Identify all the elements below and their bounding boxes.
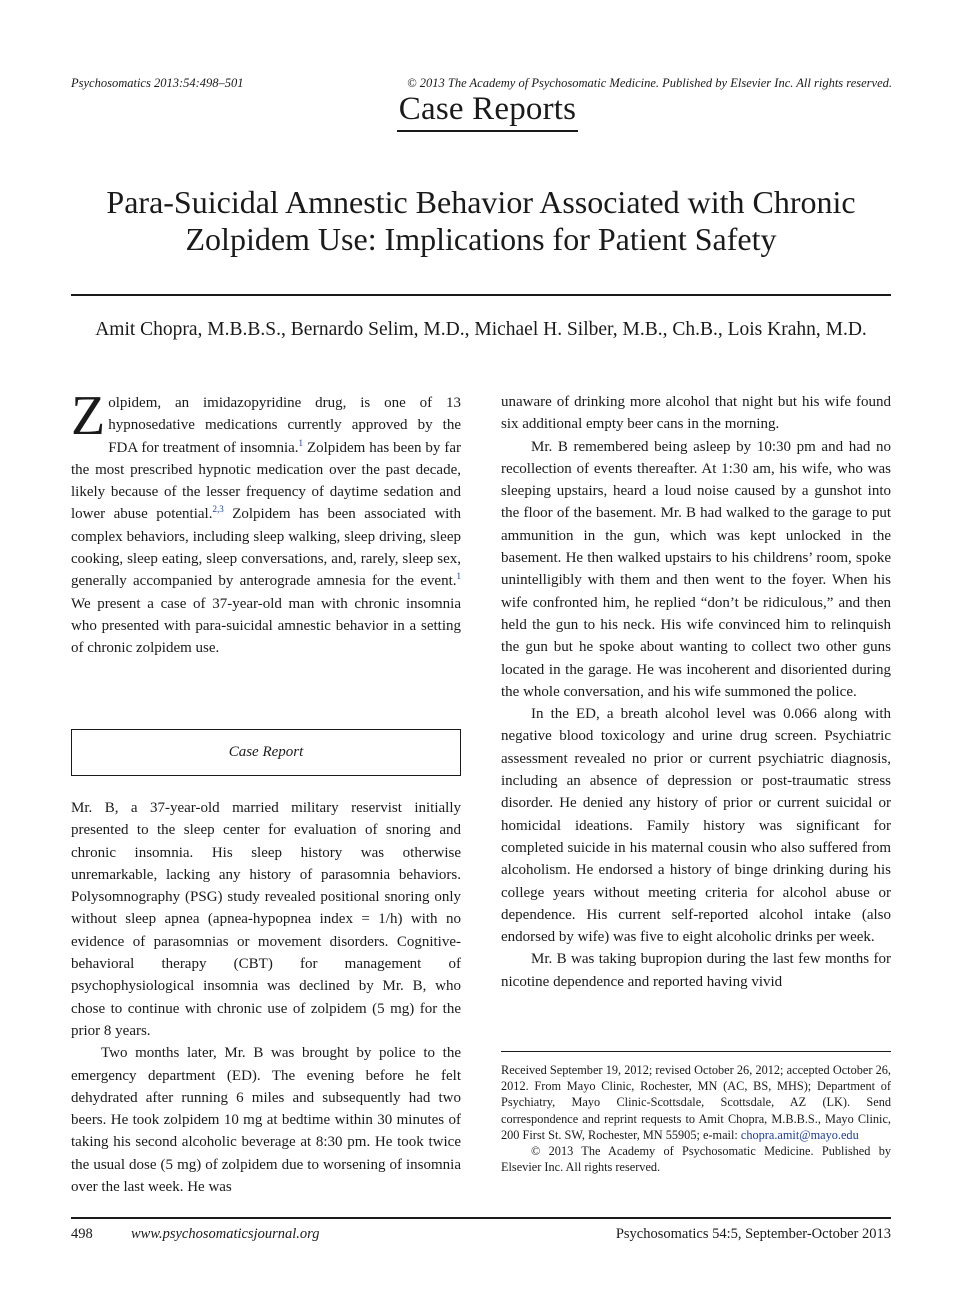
title-divider: [71, 294, 891, 296]
footnote-received: [501, 1062, 891, 1143]
intro-text-4: We present a case of 37-year-old man with chronic insomnia who presented with para-suicidal amnestic behavior in a setting of chronic zolpidem use.: [71, 595, 461, 657]
intro-text-2: Zolpidem has been by far the most prescribed hypnotic medication over the past decade, likely because of the lesser frequency of daytime sedation and lower abuse potential.: [71, 439, 461, 523]
footnote-divider: [501, 1051, 891, 1052]
case-report-text: [71, 797, 461, 1198]
drop-cap: Z: [71, 385, 106, 447]
right-column-text: [501, 391, 891, 993]
case-paragraph-2: Two months later, Mr. B was brought by police to the emergency department (ED). The evening before he felt dehydrated after running 6 miles and subsequently had two beers. He took zolpidem 10 mg at bedtime within 30 minutes of taking his second alcoholic beverage at 8:30 pm. He took twice the usual dose (5 mg) of zolpidem due to worsening of insomnia over the last week. He was: [71, 1045, 461, 1196]
introduction-text: [71, 385, 461, 660]
intro-paragraph: [71, 385, 461, 660]
footnote-received-text: Received September 19, 2012; revised October 26, 2012; accepted October 26, 2012. From Mayo Clinic, Rochester, MN (AC, BS, MHS); Department of Psychiatry, Mayo Clinic-Scottsdale, Scottsdale, AZ (LK). Send correspondence and reprint requests to Amit Chopra, M.B.B.S., Mayo Clinic, 200 First St. SW, Rochester, MN 55905; e-mail:: [501, 1063, 891, 1142]
case-report-heading-box: [71, 729, 461, 776]
footer-divider: [71, 1217, 891, 1219]
right-paragraph-3: In the ED, a breath alcohol level was 0.066 along with negative blood toxicology and urine drug screen. Psychiatric assessment revealed no prior or current psychiatric diagnosis, including an absence of depression or post-traumatic stress disorder. He denied any history of prior or current suicidal or homicidal ideations. Family history was significant for completed suicide in his maternal cousin who also suffered from alcoholism. He endorsed a history of binge drinking during his college years without meeting criteria for alcohol abuse or dependence. His current self-reported alcohol intake (also endorsed by wife) was five to eight alcoholic drinks per week.: [501, 706, 891, 946]
case-paragraph-1: Mr. B, a 37-year-old married military reservist initially presented to the sleep center for evaluation of snoring and chronic insomnia. His sleep history was otherwise unremarkable, lacking any history of parasomnia behaviors. Polysomnography (PSG) study revealed positional snoring only without sleep apnea (apnea-hypopnea index = 1/h) with no evidence of parasomnias or movement disorders. Cognitive-behavioral therapy (CBT) for management of psychophysiological insomnia was declined by Mr. B, who chose to continue with chronic use of zolpidem (5 mg) for the prior 8 years.: [71, 800, 461, 1039]
reference-link[interactable]: 1: [298, 437, 304, 448]
intro-text-3: Zolpidem has been associated with complex behaviors, including sleep walking, sleep driving, sleep cooking, sleep eating, sleep conversations, and, rarely, sleep sex, generally accompanied by anterograde amnesia for the event.: [71, 506, 461, 590]
journal-reference: Psychosomatics 2013:54:498–501: [71, 76, 244, 90]
footnote-copyright: © 2013 The Academy of Psychosomatic Medicine. Published by Elsevier Inc. All rights reserved.: [501, 1144, 891, 1175]
email-link[interactable]: chopra.amit@mayo.edu: [740, 1127, 859, 1142]
header-copyright: © 2013 The Academy of Psychosomatic Medicine. Published by Elsevier Inc. All rights reserved.: [407, 76, 892, 90]
right-paragraph-2: Mr. B remembered being asleep by 10:30 pm and had no recollection of events thereafter. At 1:30 am, his wife, who was sleeping upstairs, heard a loud noise caused by a gunshot into the floor of the basement. Mr. B had walked to the garage to put ammunition in the gun, which was kept unlocked in the basement. He then walked upstairs to his childrens’ room, spoke unintelligibly with them and then went to the foyer. When his wife confronted him, he replied “don’t be ridiculous,” and then held the gun to his neck. His wife convinced him to relinquish the gun but he spoke about wanting to collect two other guns located in the garage. He was incoherent and disoriented during the whole conversation, and his wife summoned the police.: [501, 438, 891, 700]
footnote: [501, 1062, 891, 1175]
section-heading: [0, 91, 975, 132]
intro-text-1: olpidem, an imidazopyridine drug, is one of 13 hypnosedative medications currently approved by the FDA for treatment of insomnia.: [108, 395, 461, 456]
author-list: Amit Chopra, M.B.B.S., Bernardo Selim, M.D., Michael H. Silber, M.B., Ch.B., Lois Krahn, M.D.: [95, 319, 867, 340]
issue-info: Psychosomatics 54:5, September-October 2013: [615, 1226, 891, 1242]
reference-link[interactable]: 1: [456, 571, 461, 582]
right-paragraph-1: unaware of drinking more alcohol that night but his wife found six additional empty beer cans in the morning.: [501, 394, 891, 433]
case-report-heading: Case Report: [228, 744, 304, 760]
journal-url-link[interactable]: www.psychosomaticsjournal.org: [131, 1226, 320, 1242]
article-title: Para-Suicidal Amnestic Behavior Associated with Chronic Zolpidem Use: Implications for Patient Safety: [106, 184, 856, 257]
page-number: 498: [71, 1226, 93, 1242]
reference-link[interactable]: 2,3: [212, 504, 224, 515]
right-paragraph-4: Mr. B was taking bupropion during the last few months for nicotine dependence and reported having vivid: [501, 951, 891, 990]
section-heading-text: Case Reports: [397, 91, 578, 132]
